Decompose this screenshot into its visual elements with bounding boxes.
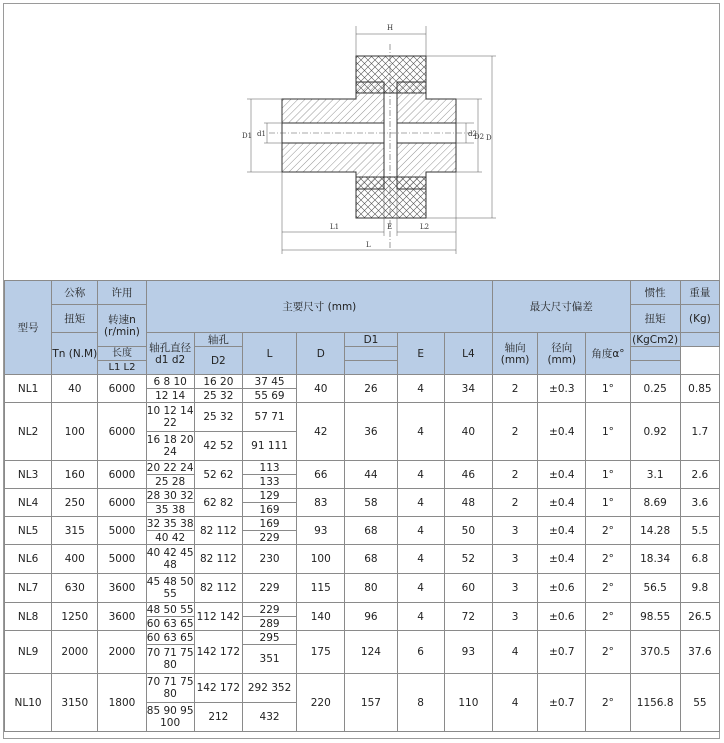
cell-D: 100 (297, 545, 345, 574)
cell-len: 52 62 (194, 461, 242, 489)
cell-radial: ±0.6 (538, 603, 586, 631)
cell-inertia: 14.28 (630, 517, 680, 545)
cell-E: 4 (397, 574, 444, 603)
cell-L: 432 (242, 703, 296, 732)
cell-model: NL4 (5, 489, 52, 517)
cell-bore: 20 22 24 (146, 461, 194, 474)
cell-len: 16 20 (194, 375, 242, 389)
cell-bore: 70 71 75 80 (146, 645, 194, 674)
hdr-angle: 角度α° (586, 333, 630, 375)
cell-D1: 26 (345, 375, 397, 403)
cell-bore: 10 12 14 22 (146, 403, 194, 432)
hdr-D1: D1 (345, 333, 397, 347)
cell-angle: 1° (586, 461, 630, 489)
cell-L: 295 (242, 631, 296, 645)
cell-angle: 2° (586, 574, 630, 603)
cell-model: NL2 (5, 403, 52, 461)
cell-axial: 4 (493, 674, 538, 732)
cell-bore: 6 8 10 (146, 375, 194, 389)
cell-inertia: 0.25 (630, 375, 680, 403)
cell-E: 4 (397, 517, 444, 545)
cell-weight: 6.8 (680, 545, 719, 574)
cell-bore: 85 90 95 100 (146, 703, 194, 732)
cell-L: 133 (242, 475, 296, 489)
label-d2: d2 (468, 130, 477, 138)
hdr-main-dims: 主要尺寸 (mm) (146, 281, 492, 333)
label-L: L (366, 241, 371, 249)
hdr-D2: D2 (194, 347, 242, 375)
cell-axial: 2 (493, 489, 538, 517)
cell-weight: 9.8 (680, 574, 719, 603)
hdr-model: 型号 (5, 281, 52, 375)
cell-weight: 5.5 (680, 517, 719, 545)
cell-E: 4 (397, 545, 444, 574)
cell-D1: 157 (345, 674, 397, 732)
cell-tn: 630 (52, 574, 98, 603)
cell-D: 83 (297, 489, 345, 517)
cell-bore: 32 35 38 (146, 517, 194, 530)
cell-bore: 16 18 20 24 (146, 432, 194, 461)
cell-inertia: 18.34 (630, 545, 680, 574)
cell-L4: 52 (444, 545, 492, 574)
cell-angle: 1° (586, 403, 630, 461)
cell-weight: 1.7 (680, 403, 719, 461)
cell-tn: 100 (52, 403, 98, 461)
hdr-speed: 转速n (r/min) (98, 305, 146, 347)
hdr-length: 长度 (98, 347, 146, 361)
cell-L4: 34 (444, 375, 492, 403)
cell-axial: 3 (493, 574, 538, 603)
cell-speed: 6000 (98, 489, 146, 517)
cell-inertia: 370.5 (630, 631, 680, 674)
cell-L4: 110 (444, 674, 492, 732)
cell-E: 4 (397, 461, 444, 489)
cell-D: 175 (297, 631, 345, 674)
cell-D: 40 (297, 375, 345, 403)
cell-weight: 0.85 (680, 375, 719, 403)
cell-bore: 45 48 50 55 (146, 574, 194, 603)
cell-axial: 3 (493, 545, 538, 574)
cell-L4: 46 (444, 461, 492, 489)
cell-speed: 5000 (98, 545, 146, 574)
cell-L4: 48 (444, 489, 492, 517)
cell-radial: ±0.3 (538, 375, 586, 403)
cell-len: 82 112 (194, 574, 242, 603)
label-L2: L2 (420, 223, 430, 231)
hdr-torque: 扭矩 (52, 305, 98, 333)
hdr-weight-blank (680, 333, 719, 347)
cell-model: NL6 (5, 545, 52, 574)
cell-E: 4 (397, 403, 444, 461)
cell-tn: 160 (52, 461, 98, 489)
hdr-allowed: 许用 (98, 281, 146, 305)
cell-angle: 1° (586, 489, 630, 517)
cell-axial: 4 (493, 631, 538, 674)
cell-axial: 2 (493, 375, 538, 403)
hdr-nominal: 公称 (52, 281, 98, 305)
cell-L: 169 (242, 503, 296, 517)
cell-E: 4 (397, 489, 444, 517)
cell-D1: 68 (345, 545, 397, 574)
hdr-L: L (242, 333, 296, 375)
cell-bore: 70 71 75 80 (146, 674, 194, 703)
cell-tn: 3150 (52, 674, 98, 732)
cell-inertia: 3.1 (630, 461, 680, 489)
cell-L: 292 352 (242, 674, 296, 703)
cell-speed: 6000 (98, 375, 146, 403)
cell-len: 112 142 (194, 603, 242, 631)
cell-bore: 40 42 45 48 (146, 545, 194, 574)
cell-speed: 3600 (98, 603, 146, 631)
hdr-weight: 重量 (680, 281, 719, 305)
cell-weight: 37.6 (680, 631, 719, 674)
cell-L: 289 (242, 617, 296, 631)
cell-model: NL5 (5, 517, 52, 545)
cell-inertia: 8.69 (630, 489, 680, 517)
cell-L4: 40 (444, 403, 492, 461)
cell-L4: 50 (444, 517, 492, 545)
cell-speed: 5000 (98, 517, 146, 545)
cell-D1: 80 (345, 574, 397, 603)
hdr-max-dev: 最大尺寸偏差 (493, 281, 631, 333)
cell-bore: 12 14 (146, 389, 194, 403)
label-E: E (387, 223, 393, 231)
hdr-inertia: 惯性 (630, 281, 680, 305)
cell-D: 42 (297, 403, 345, 461)
hdr-E: E (397, 333, 444, 375)
cell-tn: 40 (52, 375, 98, 403)
hdr-axial: 轴向(mm) (493, 333, 538, 375)
cell-model: NL7 (5, 574, 52, 603)
cell-E: 8 (397, 674, 444, 732)
cell-weight: 2.6 (680, 461, 719, 489)
cell-D: 140 (297, 603, 345, 631)
cell-bore: 25 28 (146, 475, 194, 489)
hdr-bore: 轴孔 (194, 333, 242, 347)
cell-radial: ±0.4 (538, 403, 586, 461)
cell-D1: 96 (345, 603, 397, 631)
cell-radial: ±0.4 (538, 461, 586, 489)
cell-angle: 2° (586, 674, 630, 732)
cell-D: 66 (297, 461, 345, 489)
cell-bore: 60 63 65 (146, 631, 194, 644)
cell-len: 25 32 (194, 389, 242, 403)
cell-radial: ±0.6 (538, 574, 586, 603)
cell-inertia: 98.55 (630, 603, 680, 631)
cell-model: NL1 (5, 375, 52, 403)
cell-tn: 2000 (52, 631, 98, 674)
cell-speed: 2000 (98, 631, 146, 674)
label-D2: D2 (474, 133, 485, 141)
cell-radial: ±0.4 (538, 489, 586, 517)
cell-bore: 40 42 (146, 531, 194, 545)
hdr-weight-blank3 (630, 361, 680, 375)
cell-bore: 35 38 (146, 503, 194, 517)
cell-model: NL9 (5, 631, 52, 674)
cell-radial: ±0.4 (538, 545, 586, 574)
cell-angle: 2° (586, 631, 630, 674)
cell-len: 42 52 (194, 432, 242, 461)
cell-L4: 60 (444, 574, 492, 603)
cell-L: 229 (242, 603, 296, 617)
label-d1: d1 (257, 130, 266, 138)
label-D1: D1 (242, 132, 253, 140)
cell-axial: 2 (493, 403, 538, 461)
left-hub (282, 82, 384, 189)
cell-angle: 1° (586, 375, 630, 403)
hdr-L4: L4 (444, 333, 492, 375)
cell-tn: 315 (52, 517, 98, 545)
cell-len: 142 172 (194, 631, 242, 674)
cell-bore: 60 63 65 (146, 617, 194, 630)
cell-L: 169 (242, 517, 296, 531)
hdr-tn: Tn (N.M) (52, 333, 98, 375)
cell-L: 55 69 (242, 389, 296, 403)
cell-D: 220 (297, 674, 345, 732)
cell-axial: 3 (493, 603, 538, 631)
label-L1: L1 (330, 223, 340, 231)
cell-len: 212 (194, 703, 242, 732)
cell-len: 142 172 (194, 674, 242, 703)
cell-radial: ±0.4 (538, 517, 586, 545)
cell-L: 37 45 (242, 375, 296, 389)
cell-E: 4 (397, 603, 444, 631)
cell-radial: ±0.7 (538, 674, 586, 732)
right-hub (397, 82, 456, 189)
cell-D1: 124 (345, 631, 397, 674)
cell-speed: 6000 (98, 461, 146, 489)
cell-D1: 58 (345, 489, 397, 517)
cell-L: 229 (242, 574, 296, 603)
cell-weight: 3.6 (680, 489, 719, 517)
cell-L: 91 111 (242, 432, 296, 461)
cell-E: 6 (397, 631, 444, 674)
cell-inertia: 1156.8 (630, 674, 680, 732)
spec-table (4, 280, 720, 732)
label-D: D (486, 134, 492, 142)
hdr-kgcm2: (KgCm2) (630, 333, 680, 347)
cell-speed: 3600 (98, 574, 146, 603)
cell-D: 93 (297, 517, 345, 545)
cell-speed: 1800 (98, 674, 146, 732)
cell-weight: 26.5 (680, 603, 719, 631)
cell-axial: 3 (493, 517, 538, 545)
cell-len: 82 112 (194, 545, 242, 574)
cell-len: 82 112 (194, 517, 242, 545)
cell-inertia: 0.92 (630, 403, 680, 461)
cell-speed: 6000 (98, 403, 146, 461)
hdr-inertia-blank2 (345, 347, 397, 361)
hdr-inertia-torque: 扭矩 (630, 305, 680, 333)
label-H: H (387, 24, 394, 32)
hdr-bore-dia: 轴孔直径 d1 d2 (146, 333, 194, 375)
cell-len: 62 82 (194, 489, 242, 517)
cell-L4: 93 (444, 631, 492, 674)
cell-angle: 2° (586, 545, 630, 574)
cell-angle: 2° (586, 603, 630, 631)
cell-L: 351 (242, 645, 296, 674)
cell-D1: 68 (345, 517, 397, 545)
cell-radial: ±0.7 (538, 631, 586, 674)
cell-weight: 55 (680, 674, 719, 732)
cell-tn: 250 (52, 489, 98, 517)
cell-bore: 28 30 32 (146, 489, 194, 502)
cell-D: 115 (297, 574, 345, 603)
cell-tn: 400 (52, 545, 98, 574)
hdr-l1l2: L1 L2 (98, 361, 146, 375)
cell-model: NL3 (5, 461, 52, 489)
cell-L: 57 71 (242, 403, 296, 432)
coupling-drawing (4, 4, 720, 280)
cell-model: NL8 (5, 603, 52, 631)
hdr-D: D (297, 333, 345, 375)
cell-L: 129 (242, 489, 296, 503)
cell-D1: 44 (345, 461, 397, 489)
cell-L: 230 (242, 545, 296, 574)
cell-angle: 2° (586, 517, 630, 545)
cell-L: 229 (242, 531, 296, 545)
hdr-weight-blank2 (630, 347, 680, 361)
hdr-radial: 径向 (mm) (538, 333, 586, 375)
cell-inertia: 56.5 (630, 574, 680, 603)
cell-bore: 48 50 55 (146, 603, 194, 616)
cell-L: 113 (242, 461, 296, 475)
cell-E: 4 (397, 375, 444, 403)
cell-tn: 1250 (52, 603, 98, 631)
hdr-kg: (Kg) (680, 305, 719, 333)
cell-axial: 2 (493, 461, 538, 489)
hdr-inertia-blank3 (345, 361, 397, 375)
cell-D1: 36 (345, 403, 397, 461)
cell-len: 25 32 (194, 403, 242, 432)
cell-model: NL10 (5, 674, 52, 732)
cell-L4: 72 (444, 603, 492, 631)
